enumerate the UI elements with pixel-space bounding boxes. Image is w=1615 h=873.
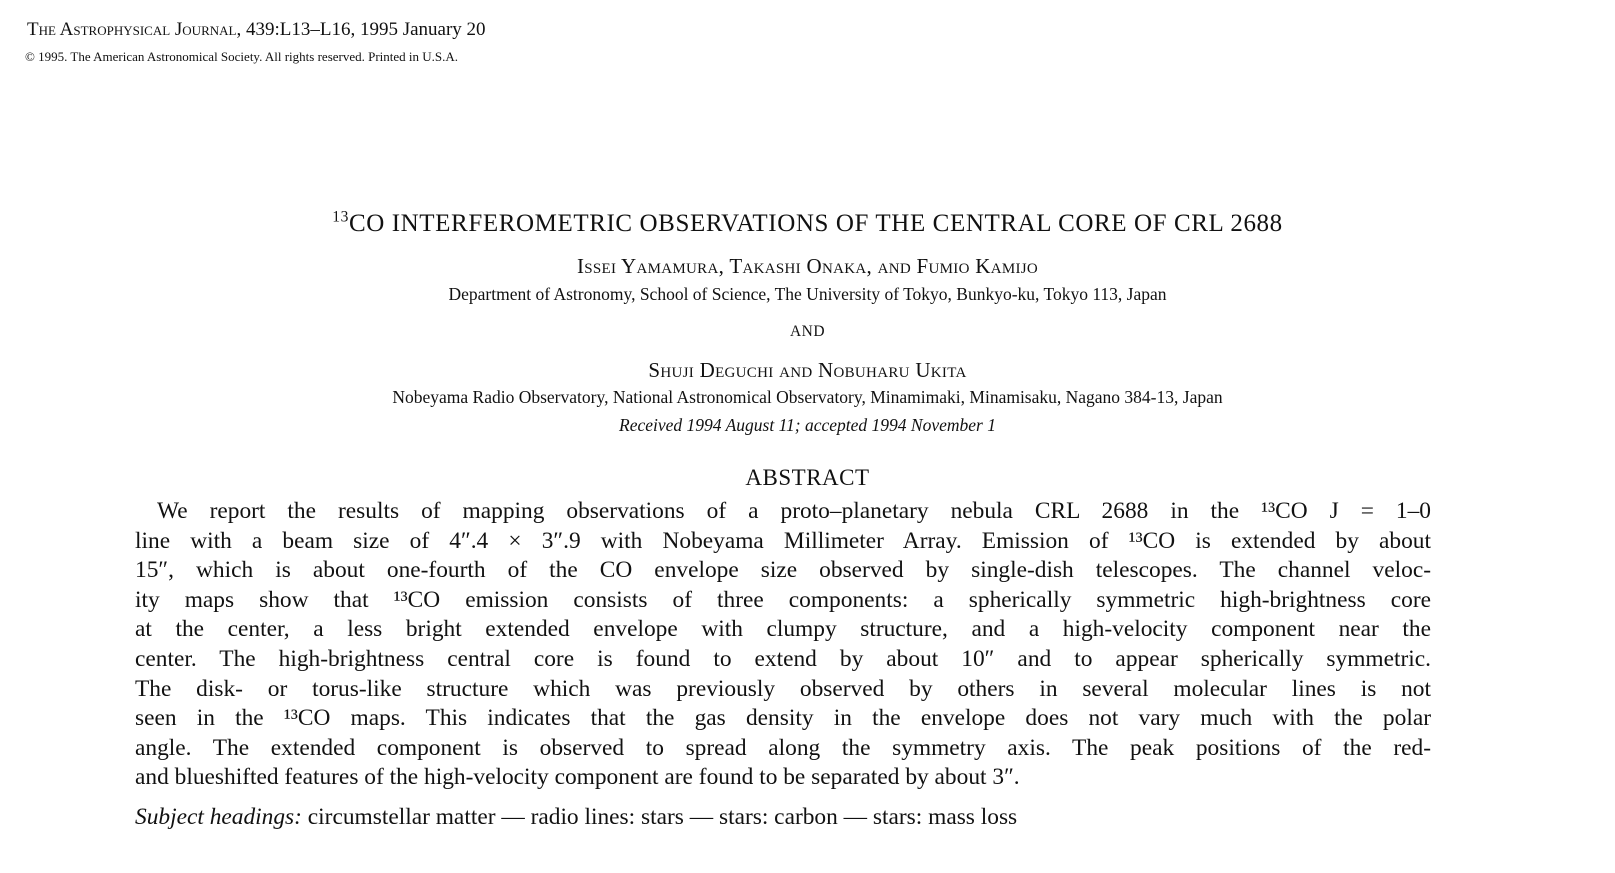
- affiliation-2: Nobeyama Radio Observatory, National Astronomical Observatory, Minamimaki, Minamisaku, Nagano 384-13, Japan: [392, 387, 1223, 407]
- abstract-line: center. The high-brightness central core is found to extend by about 10″ and to appear spherically symmetric.: [135, 645, 1431, 672]
- subject-headings: [135, 803, 1017, 833]
- abstract-line: and blueshifted features of the high-velocity component are found to be separated by about 3″.: [135, 764, 1020, 791]
- paper-title: [0, 209, 1615, 239]
- paper-title-text: CO INTERFEROMETRIC OBSERVATIONS OF THE CENTRAL CORE OF CRL 2688: [348, 210, 1283, 237]
- abstract-line: line with a beam size of 4″.4 × 3″.9 with Nobeyama Millimeter Array. Emission of ¹³CO is extended by about: [135, 527, 1431, 554]
- journal-citation-header: [27, 18, 486, 42]
- abstract-line: 15″, which is about one-fourth of the CO envelope size observed by single-dish telescopes. The channel veloc-: [135, 557, 1431, 584]
- abstract-line: ity maps show that ¹³CO emission consists of three components: a spherically symmetric high-brightness core: [135, 586, 1431, 613]
- subject-headings-label: Subject headings:: [135, 804, 302, 830]
- abstract-line: angle. The extended component is observed to spread along the symmetry axis. The peak positions of the red-: [135, 734, 1431, 761]
- journal-volume-pages-date: , 439:L13–L16, 1995 January 20: [236, 19, 486, 40]
- abstract-line: We report the results of mapping observations of a proto–planetary nebula CRL 2688 in the ¹³CO J = 1–0: [157, 498, 1431, 524]
- received-accepted-dates: Received 1994 August 11; accepted 1994 November 1: [619, 415, 996, 435]
- affiliation-1: Department of Astronomy, School of Science, The University of Tokyo, Bunkyo-ku, Tokyo 113, Japan: [448, 284, 1167, 304]
- abstract-line: The disk- or torus-like structure which was previously observed by others in several molecular lines is not: [135, 675, 1431, 702]
- author-list-2: Shuji Deguchi and Nobuharu Ukita: [648, 358, 967, 382]
- abstract-heading: ABSTRACT: [745, 465, 870, 490]
- isotope-superscript: 13: [332, 208, 349, 226]
- copyright-notice: © 1995. The American Astronomical Society. All rights reserved. Printed in U.S.A.: [25, 49, 459, 64]
- journal-name: The Astrophysical Journal: [27, 19, 237, 40]
- author-separator: AND: [789, 323, 826, 340]
- abstract-body: [135, 497, 1431, 793]
- abstract-line: seen in the ¹³CO maps. This indicates that the gas density in the envelope does not vary much with the polar: [135, 705, 1431, 732]
- author-list-1: Issei Yamamura, Takashi Onaka, and Fumio Kamijo: [576, 254, 1039, 278]
- subject-headings-terms: circumstellar matter — radio lines: stars — stars: carbon — stars: mass loss: [301, 804, 1018, 830]
- abstract-line: at the center, a less bright extended envelope with clumpy structure, and a high-velocity component near the: [135, 616, 1431, 643]
